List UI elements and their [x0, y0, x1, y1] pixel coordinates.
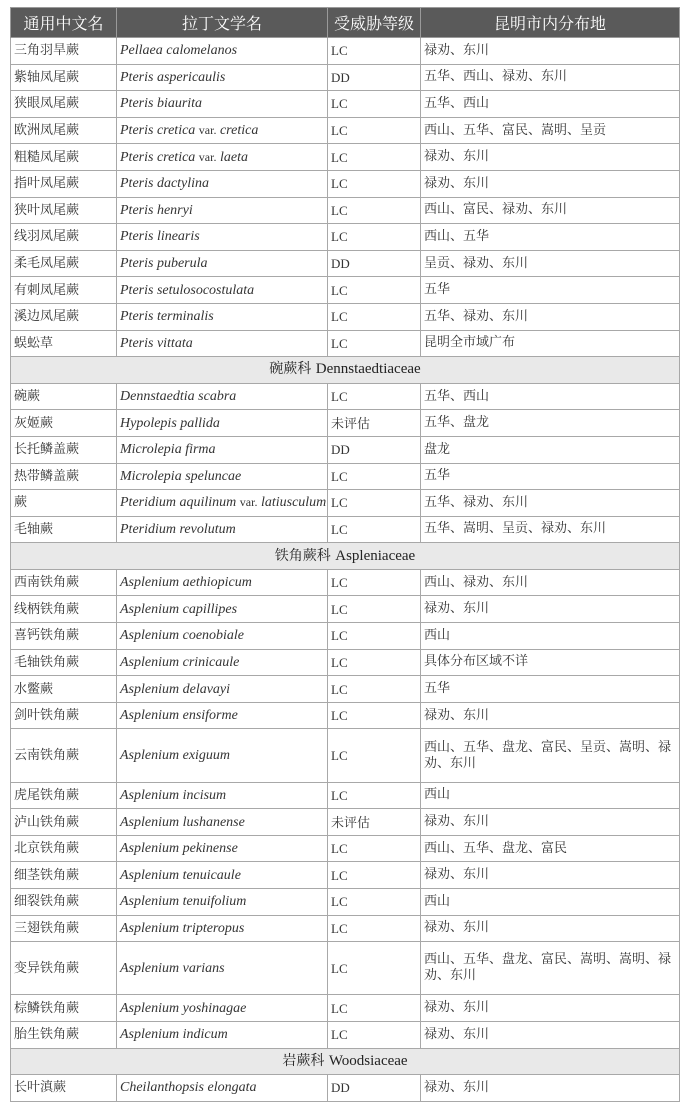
table-row — [11, 303, 680, 330]
table-row — [11, 915, 680, 942]
distribution-cell: 西山 — [421, 623, 680, 650]
table-row — [11, 330, 680, 357]
latin-name-cell — [117, 117, 328, 144]
latin-name: Pteris vittata — [120, 335, 193, 351]
latin-name: Microlepia firma — [120, 442, 216, 458]
chinese-name-cell: 泸山铁角蕨 — [11, 809, 117, 836]
family-latin-name: Woodsiaceae — [328, 1052, 408, 1069]
latin-name-cell — [117, 303, 328, 330]
threat-level-cell: LC — [328, 383, 421, 410]
latin-name: Asplenium pekinense — [120, 841, 238, 857]
distribution-cell: 五华 — [421, 463, 680, 490]
table-row — [11, 170, 680, 197]
threat-level-cell: LC — [328, 144, 421, 171]
latin-name: Asplenium incisum — [120, 787, 227, 803]
distribution-cell: 西山、五华 — [421, 224, 680, 251]
distribution-cell: 禄劝、东川 — [421, 38, 680, 65]
chinese-name-cell: 北京铁角蕨 — [11, 835, 117, 862]
header-distribution: 昆明市内分布地 — [421, 8, 680, 38]
table-row — [11, 250, 680, 277]
latin-name: Asplenium lushanense — [120, 814, 245, 830]
latin-name-cell — [117, 889, 328, 916]
family-cell — [11, 1048, 680, 1075]
latin-name-cell — [117, 569, 328, 596]
header-row — [11, 8, 680, 38]
family-latin-name: Aspleniaceae — [335, 547, 416, 564]
table-row — [11, 91, 680, 118]
table-row — [11, 835, 680, 862]
chinese-name-cell: 水鳖蕨 — [11, 676, 117, 703]
latin-name: Asplenium crinicaule — [120, 654, 240, 670]
latin-name-cell — [117, 623, 328, 650]
threat-level-cell: LC — [328, 862, 421, 889]
distribution-cell: 五华、嵩明、呈贡、禄劝、东川 — [421, 516, 680, 543]
latin-name-cell — [117, 649, 328, 676]
chinese-name-cell: 变异铁角蕨 — [11, 942, 117, 995]
latin-name-cell — [117, 915, 328, 942]
latin-name: Pteris cretica — [120, 123, 196, 139]
latin-name: Hypolepis pallida — [120, 415, 220, 431]
chinese-name-cell: 喜钙铁角蕨 — [11, 623, 117, 650]
latin-name: Asplenium ensiforme — [120, 708, 238, 724]
latin-name-cell — [117, 463, 328, 490]
chinese-name-cell: 剑叶铁角蕨 — [11, 702, 117, 729]
latin-infraspecific: laeta — [219, 149, 248, 165]
distribution-cell: 西山 — [421, 782, 680, 809]
distribution-cell: 禄劝、东川 — [421, 915, 680, 942]
latin-infraspecific: latiusculum — [260, 495, 327, 511]
threat-level-cell: LC — [328, 1021, 421, 1048]
distribution-cell: 西山、禄劝、东川 — [421, 569, 680, 596]
latin-name-cell — [117, 436, 328, 463]
latin-name: Pteris cretica — [120, 149, 196, 165]
table-row — [11, 490, 680, 517]
threat-level-cell: LC — [328, 915, 421, 942]
threat-level-cell: LC — [328, 729, 421, 782]
latin-rank: var. — [198, 123, 217, 138]
table-row — [11, 782, 680, 809]
chinese-name-cell: 溪边凤尾蕨 — [11, 303, 117, 330]
family-cell — [11, 357, 680, 384]
latin-name-cell — [117, 516, 328, 543]
latin-name: Asplenium coenobiale — [120, 628, 245, 644]
latin-name-cell — [117, 729, 328, 782]
latin-name-cell — [117, 197, 328, 224]
table-row — [11, 1075, 680, 1102]
threat-level-cell: LC — [328, 569, 421, 596]
distribution-cell: 五华、盘龙 — [421, 410, 680, 437]
distribution-cell: 五华 — [421, 676, 680, 703]
table-row — [11, 117, 680, 144]
table-row — [11, 596, 680, 623]
distribution-cell: 五华、禄劝、东川 — [421, 303, 680, 330]
distribution-cell: 五华、禄劝、东川 — [421, 490, 680, 517]
chinese-name-cell: 线羽凤尾蕨 — [11, 224, 117, 251]
chinese-name-cell: 蕨 — [11, 490, 117, 517]
threat-level-cell: LC — [328, 782, 421, 809]
distribution-cell: 禄劝、东川 — [421, 1021, 680, 1048]
latin-name: Dennstaedtia scabra — [120, 389, 237, 405]
table-row — [11, 197, 680, 224]
latin-name-cell — [117, 835, 328, 862]
latin-name-cell — [117, 64, 328, 91]
chinese-name-cell: 碗蕨 — [11, 383, 117, 410]
latin-name-cell — [117, 170, 328, 197]
threat-level-cell: LC — [328, 463, 421, 490]
threat-level-cell: LC — [328, 596, 421, 623]
threat-level-cell: 未评估 — [328, 809, 421, 836]
threat-level-cell: LC — [328, 197, 421, 224]
table-row — [11, 277, 680, 304]
threat-level-cell: LC — [328, 649, 421, 676]
threat-level-cell: 未评估 — [328, 410, 421, 437]
latin-name-cell — [117, 224, 328, 251]
latin-name-cell — [117, 91, 328, 118]
chinese-name-cell: 三角羽旱蕨 — [11, 38, 117, 65]
table-row — [11, 676, 680, 703]
latin-name: Pteris biaurita — [120, 96, 203, 112]
latin-name-cell — [117, 862, 328, 889]
family-row — [11, 543, 680, 570]
latin-name-cell — [117, 330, 328, 357]
distribution-cell: 昆明全市域广布 — [421, 330, 680, 357]
latin-name-cell — [117, 383, 328, 410]
chinese-name-cell: 细茎铁角蕨 — [11, 862, 117, 889]
latin-name: Cheilanthopsis elongata — [120, 1080, 257, 1096]
latin-name: Pteris setulosocostulata — [120, 282, 255, 298]
threat-level-cell: LC — [328, 38, 421, 65]
distribution-cell: 五华、西山、禄劝、东川 — [421, 64, 680, 91]
latin-name-cell — [117, 277, 328, 304]
latin-name: Asplenium tripteropus — [120, 920, 245, 936]
table-row — [11, 889, 680, 916]
threat-level-cell: LC — [328, 277, 421, 304]
latin-name: Asplenium aethiopicum — [120, 575, 252, 591]
threat-level-cell: DD — [328, 250, 421, 277]
chinese-name-cell: 细裂铁角蕨 — [11, 889, 117, 916]
family-cell — [11, 543, 680, 570]
latin-name: Asplenium indicum — [120, 1027, 228, 1043]
chinese-name-cell: 毛轴铁角蕨 — [11, 649, 117, 676]
threat-level-cell: LC — [328, 303, 421, 330]
chinese-name-cell: 紫轴凤尾蕨 — [11, 64, 117, 91]
distribution-cell: 禄劝、东川 — [421, 862, 680, 889]
latin-name: Asplenium capillipes — [120, 601, 238, 617]
threat-level-cell: LC — [328, 170, 421, 197]
latin-rank: var. — [198, 149, 217, 164]
chinese-name-cell: 热带鳞盖蕨 — [11, 463, 117, 490]
threat-level-cell: LC — [328, 995, 421, 1022]
table-row — [11, 995, 680, 1022]
distribution-cell: 禄劝、东川 — [421, 170, 680, 197]
chinese-name-cell: 棕鳞铁角蕨 — [11, 995, 117, 1022]
latin-name-cell — [117, 1075, 328, 1102]
table-row — [11, 649, 680, 676]
chinese-name-cell: 粗糙凤尾蕨 — [11, 144, 117, 171]
latin-name-cell — [117, 995, 328, 1022]
latin-name-cell — [117, 809, 328, 836]
chinese-name-cell: 指叶凤尾蕨 — [11, 170, 117, 197]
latin-rank: var. — [239, 495, 258, 510]
threat-level-cell: LC — [328, 224, 421, 251]
distribution-cell: 西山、富民、禄劝、东川 — [421, 197, 680, 224]
table-row — [11, 436, 680, 463]
latin-name: Microlepia speluncae — [120, 468, 242, 484]
chinese-name-cell: 云南铁角蕨 — [11, 729, 117, 782]
chinese-name-cell: 欧洲凤尾蕨 — [11, 117, 117, 144]
latin-name-cell — [117, 38, 328, 65]
latin-name: Asplenium varians — [120, 960, 225, 976]
family-chinese-name: 碗蕨科 — [269, 361, 312, 378]
distribution-cell: 五华、西山 — [421, 91, 680, 118]
table-row — [11, 862, 680, 889]
table-row — [11, 809, 680, 836]
threat-level-cell: LC — [328, 330, 421, 357]
latin-name-cell — [117, 702, 328, 729]
distribution-cell: 西山、五华、富民、嵩明、呈贡 — [421, 117, 680, 144]
threat-level-cell: DD — [328, 436, 421, 463]
distribution-cell: 禄劝、东川 — [421, 144, 680, 171]
distribution-cell: 西山 — [421, 889, 680, 916]
threat-level-cell: DD — [328, 1075, 421, 1102]
latin-name: Pteris puberula — [120, 256, 208, 272]
family-row — [11, 357, 680, 384]
distribution-cell: 呈贡、禄劝、东川 — [421, 250, 680, 277]
distribution-cell: 西山、五华、盘龙、富民、呈贡、嵩明、禄劝、东川 — [421, 729, 680, 782]
distribution-cell: 禄劝、东川 — [421, 702, 680, 729]
distribution-cell: 五华、西山 — [421, 383, 680, 410]
chinese-name-cell: 长叶滇蕨 — [11, 1075, 117, 1102]
latin-name: Asplenium exiguum — [120, 748, 231, 764]
table-row — [11, 38, 680, 65]
chinese-name-cell: 狭眼凤尾蕨 — [11, 91, 117, 118]
latin-name: Pteris terminalis — [120, 309, 214, 325]
distribution-cell: 具体分布区域不详 — [421, 649, 680, 676]
latin-name-cell — [117, 490, 328, 517]
header-chinese-name: 通用中文名 — [11, 8, 117, 38]
family-latin-name: Dennstaedtiaceae — [315, 361, 421, 378]
table-row — [11, 410, 680, 437]
family-chinese-name: 铁角蕨科 — [274, 547, 331, 564]
header-threat-level: 受威胁等级 — [328, 8, 421, 38]
chinese-name-cell: 灰姬蕨 — [11, 410, 117, 437]
table-row — [11, 516, 680, 543]
latin-name: Asplenium delavayi — [120, 681, 231, 697]
table-body — [11, 38, 680, 1102]
threat-level-cell: LC — [328, 942, 421, 995]
latin-name: Pteris henryi — [120, 202, 193, 218]
distribution-cell: 禄劝、东川 — [421, 1075, 680, 1102]
latin-name: Pteris aspericaulis — [120, 69, 226, 85]
latin-name-cell — [117, 250, 328, 277]
table-row — [11, 144, 680, 171]
threat-level-cell: LC — [328, 623, 421, 650]
fern-species-table — [10, 7, 680, 1102]
threat-level-cell: LC — [328, 835, 421, 862]
latin-name: Pteridium revolutum — [120, 521, 236, 537]
threat-level-cell: LC — [328, 702, 421, 729]
latin-name: Pteridium aquilinum — [120, 495, 237, 511]
table-row — [11, 463, 680, 490]
table-row — [11, 623, 680, 650]
chinese-name-cell: 柔毛凤尾蕨 — [11, 250, 117, 277]
latin-name-cell — [117, 942, 328, 995]
family-row — [11, 1048, 680, 1075]
chinese-name-cell: 虎尾铁角蕨 — [11, 782, 117, 809]
chinese-name-cell: 毛轴蕨 — [11, 516, 117, 543]
distribution-cell: 禄劝、东川 — [421, 596, 680, 623]
distribution-cell: 盘龙 — [421, 436, 680, 463]
distribution-cell: 禄劝、东川 — [421, 995, 680, 1022]
chinese-name-cell: 胎生铁角蕨 — [11, 1021, 117, 1048]
table-row — [11, 224, 680, 251]
latin-name: Asplenium yoshinagae — [120, 1000, 247, 1016]
latin-name-cell — [117, 410, 328, 437]
chinese-name-cell: 线柄铁角蕨 — [11, 596, 117, 623]
threat-level-cell: LC — [328, 117, 421, 144]
chinese-name-cell: 狭叶凤尾蕨 — [11, 197, 117, 224]
table-row — [11, 942, 680, 995]
threat-level-cell: LC — [328, 91, 421, 118]
latin-name: Pteris linearis — [120, 229, 200, 245]
chinese-name-cell: 蜈蚣草 — [11, 330, 117, 357]
header-latin-name: 拉丁文学名 — [117, 8, 328, 38]
chinese-name-cell: 长托鳞盖蕨 — [11, 436, 117, 463]
latin-name: Asplenium tenuicaule — [120, 867, 241, 883]
latin-name-cell — [117, 596, 328, 623]
table-row — [11, 383, 680, 410]
chinese-name-cell: 三翅铁角蕨 — [11, 915, 117, 942]
latin-name: Pellaea calomelanos — [120, 43, 238, 59]
table-row — [11, 729, 680, 782]
table-row — [11, 1021, 680, 1048]
chinese-name-cell: 西南铁角蕨 — [11, 569, 117, 596]
table-row — [11, 64, 680, 91]
table-row — [11, 569, 680, 596]
latin-name-cell — [117, 1021, 328, 1048]
latin-name-cell — [117, 676, 328, 703]
latin-name-cell — [117, 144, 328, 171]
distribution-cell: 五华 — [421, 277, 680, 304]
threat-level-cell: LC — [328, 516, 421, 543]
table-row — [11, 702, 680, 729]
threat-level-cell: DD — [328, 64, 421, 91]
threat-level-cell: LC — [328, 490, 421, 517]
family-chinese-name: 岩蕨科 — [282, 1052, 325, 1069]
threat-level-cell: LC — [328, 676, 421, 703]
distribution-cell: 禄劝、东川 — [421, 809, 680, 836]
latin-infraspecific: cretica — [219, 123, 259, 139]
distribution-cell: 西山、五华、盘龙、富民、嵩明、嵩明、禄劝、东川 — [421, 942, 680, 995]
latin-name: Pteris dactylina — [120, 176, 210, 192]
threat-level-cell: LC — [328, 889, 421, 916]
latin-name-cell — [117, 782, 328, 809]
distribution-cell: 西山、五华、盘龙、富民 — [421, 835, 680, 862]
chinese-name-cell: 有刺凤尾蕨 — [11, 277, 117, 304]
latin-name: Asplenium tenuifolium — [120, 894, 247, 910]
